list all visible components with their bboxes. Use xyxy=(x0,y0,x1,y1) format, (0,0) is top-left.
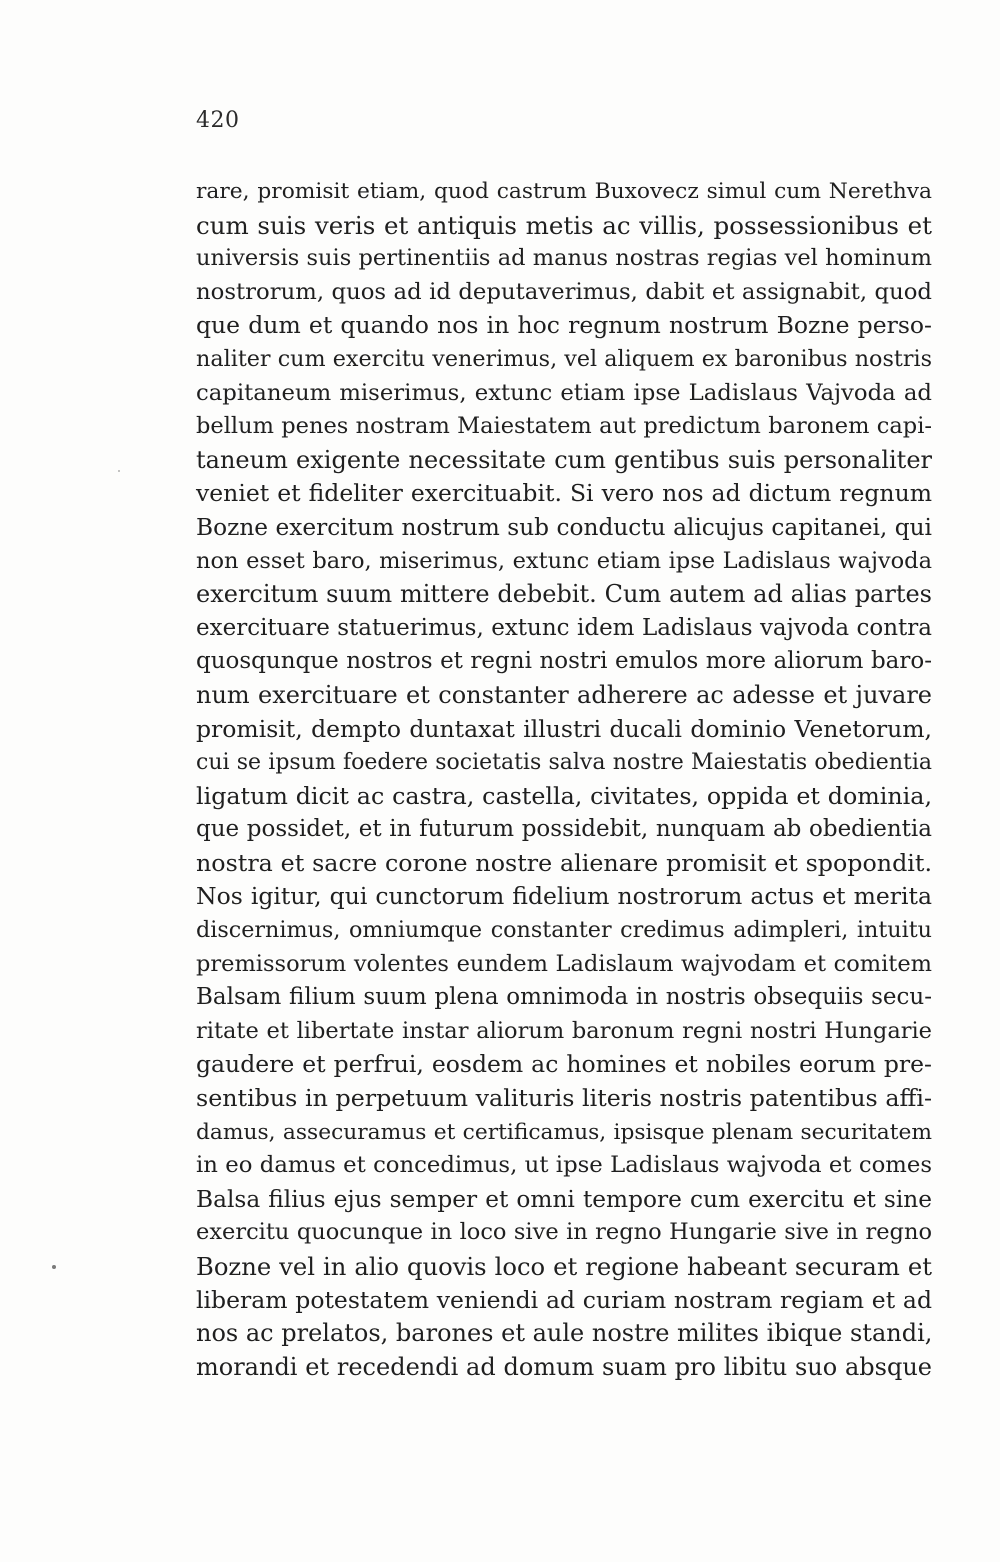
text-line: sentibus in perpetuum valituris literis nostris patentibus affi- xyxy=(196,1084,932,1113)
text-line: cum suis veris et antiquis metis ac villis, possessionibus et xyxy=(196,210,932,240)
text-line: discernimus, omniumque constanter credimus adimpleri, intuitu xyxy=(196,917,932,944)
body-text xyxy=(196,175,932,1384)
text-line: que dum et quando nos in hoc regnum nostrum Bozne perso- xyxy=(196,311,932,340)
text-line: rare, promisit etiam, quod castrum Buxovecz simul cum Nerethva xyxy=(196,179,932,204)
print-speck xyxy=(118,470,120,472)
text-line: cui se ipsum foedere societatis salva nostre Maiestatis obedientia xyxy=(196,750,932,776)
text-line: nostra et sacre corone nostre alienare promisit et spopondit. xyxy=(196,848,932,877)
text-line: veniet et fideliter exercituabit. Si vero nos ad dictum regnum xyxy=(196,479,932,508)
text-line: ligatum dicit ac castra, castella, civitates, oppida et dominia, xyxy=(196,781,932,810)
text-line: non esset baro, miserimus, extunc etiam ipse Ladislaus wajvoda xyxy=(196,547,932,574)
text-line: morandi et recedendi ad domum suam pro libitu suo absque xyxy=(196,1352,932,1381)
text-line: quosqunque nostros et regni nostri emulos more aliorum baro- xyxy=(196,648,932,675)
text-line: universis suis pertinentiis ad manus nostras regias vel hominum xyxy=(196,245,932,272)
text-line: taneum exigente necessitate cum gentibus suis personaliter xyxy=(196,445,932,474)
text-line: Bozne vel in alio quovis loco et regione habeant securam et xyxy=(196,1252,932,1281)
text-line: Balsam filium suum plena omnimoda in nostris obsequiis secu- xyxy=(196,984,932,1011)
text-line: Balsa filius ejus semper et omni tempore cum exercitu et sine xyxy=(196,1185,932,1213)
text-line: nostrorum, quos ad id deputaverimus, dabit et assignabit, quod xyxy=(196,278,932,305)
text-line: Nos igitur, qui cunctorum fidelium nostrorum actus et merita xyxy=(196,882,932,911)
text-line: capitaneum miserimus, extunc etiam ipse Ladislaus Vajvoda ad xyxy=(196,379,932,406)
text-line: liberam potestatem veniendi ad curiam nostram regiam et ad xyxy=(196,1285,932,1314)
text-line: bellum penes nostram Maiestatem aut predictum baronem capi- xyxy=(196,413,932,440)
text-line: exercituare statuerimus, extunc idem Ladislaus vajvoda contra xyxy=(196,614,932,641)
text-line: Bozne exercitum nostrum sub conductu alicujus capitanei, qui xyxy=(196,513,932,541)
print-speck xyxy=(52,1265,56,1269)
page-number: 420 xyxy=(196,108,240,133)
text-line: exercitu quocunque in loco sive in regno Hungarie sive in regno xyxy=(196,1219,932,1246)
text-line: promisit, dempto duntaxat illustri ducali dominio Venetorum, xyxy=(196,714,932,743)
text-line: exercitum suum mittere debebit. Cum autem ad alias partes xyxy=(196,580,932,609)
text-line: num exercituare et constanter adherere ac adesse et juvare xyxy=(196,680,932,709)
text-line: in eo damus et concedimus, ut ipse Ladislaus wajvoda et comes xyxy=(196,1152,932,1179)
text-line: premissorum volentes eundem Ladislaum wajvodam et comitem xyxy=(196,950,932,977)
text-line: nos ac prelatos, barones et aule nostre milites ibique standi, xyxy=(196,1319,933,1348)
text-line: gaudere et perfrui, eosdem ac homines et nobiles eorum pre- xyxy=(196,1050,932,1079)
text-line: naliter cum exercitu venerimus, vel aliquem ex baronibus nostris xyxy=(196,345,932,372)
text-line: damus, assecuramus et certificamus, ipsisque plenam securitatem xyxy=(196,1119,932,1145)
text-line: ritate et libertate instar aliorum baronum regni nostri Hungarie xyxy=(196,1017,932,1044)
text-line: que possidet, et in futurum possidebit, nunquam ab obedientia xyxy=(196,816,932,843)
